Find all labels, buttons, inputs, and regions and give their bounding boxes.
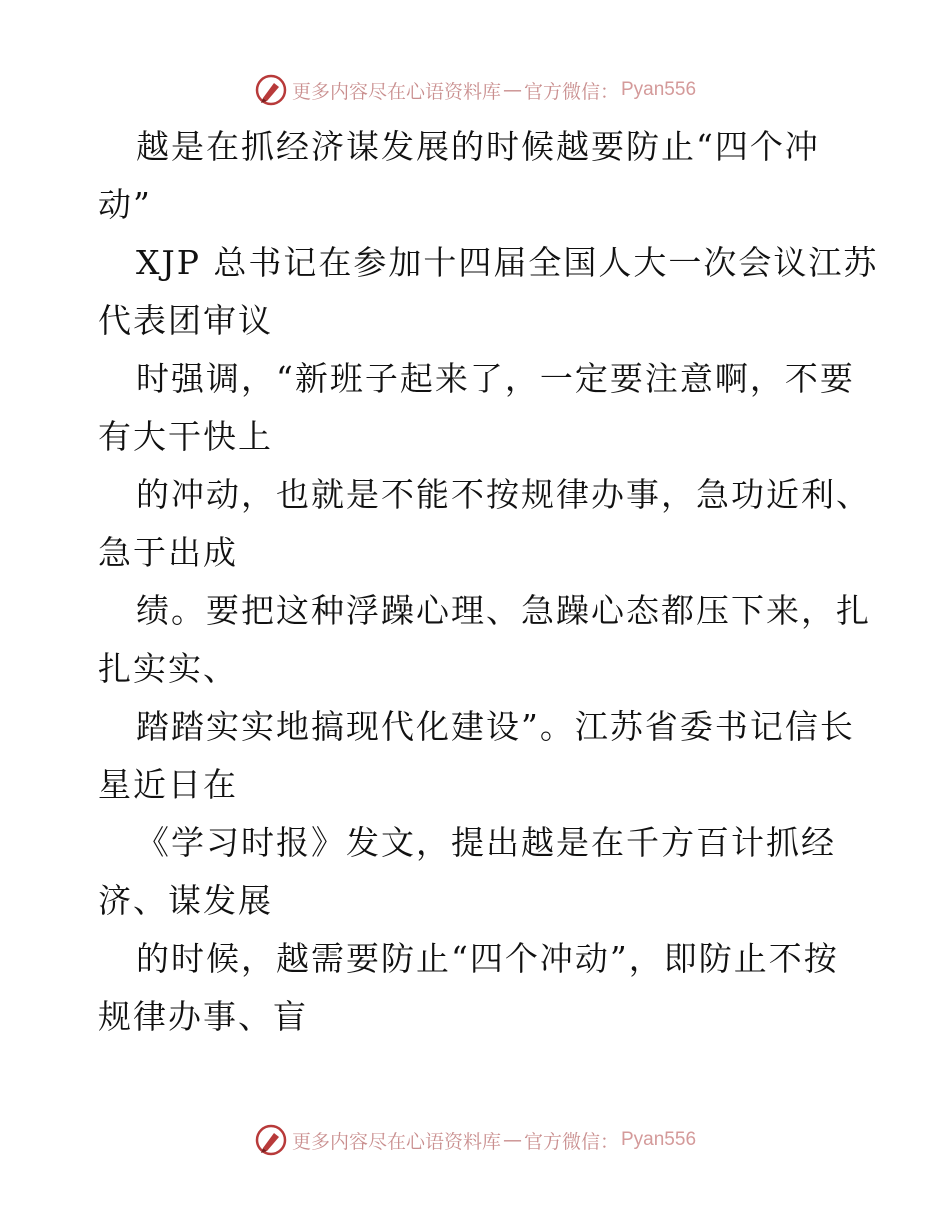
text-line: 的时候，越需要防止“四个冲动”，即防止不按 (136, 939, 839, 978)
text-line: XJP 总书记在参加十四届全国人大一次会议江苏 (136, 243, 879, 282)
text-line: 扎实实、 (98, 649, 238, 688)
text-line: 的冲动，也就是不能不按规律办事，急功近利、 (136, 475, 871, 514)
watermark-site-text: 更多内容尽在心语资料库 (291, 80, 501, 103)
document-body (98, 118, 879, 1046)
text-line: 踏踏实实地搞现代化建设”。江苏省委书记信长 (136, 707, 855, 746)
text-line: 越是在抓经济谋发展的时候越要防止“四个冲 (136, 127, 820, 166)
text-line: 时强调，“新班子起来了，一定要注意啊，不要 (136, 359, 855, 398)
text-line: 《学习时报》发文，提出越是在千方百计抓经 (136, 823, 836, 862)
text-line: 星近日在 (98, 765, 238, 804)
watermark-wechat-id: Pyan556 (621, 79, 697, 100)
watermark-wechat-label: 官方微信： (523, 80, 619, 103)
text-line: 急于出成 (98, 533, 238, 572)
pen-logo-icon (254, 1123, 288, 1157)
text-line: 规律办事、盲 (98, 997, 308, 1036)
pen-logo-icon (254, 73, 288, 107)
text-line: 有大干快上 (98, 417, 273, 456)
header-watermark (0, 70, 950, 110)
text-line: 济、谋发展 (98, 881, 273, 920)
text-line: 代表团审议 (98, 301, 273, 340)
text-line: 动” (98, 185, 152, 224)
watermark-separator: — (502, 79, 522, 101)
footer-watermark (0, 1120, 950, 1160)
watermark-wechat-id: Pyan556 (621, 1129, 697, 1150)
watermark-separator: — (502, 1129, 522, 1151)
watermark-site-text: 更多内容尽在心语资料库 (291, 1130, 501, 1153)
text-line: 绩。要把这种浮躁心理、急躁心态都压下来，扎 (136, 591, 871, 630)
watermark-wechat-label: 官方微信： (523, 1130, 619, 1153)
